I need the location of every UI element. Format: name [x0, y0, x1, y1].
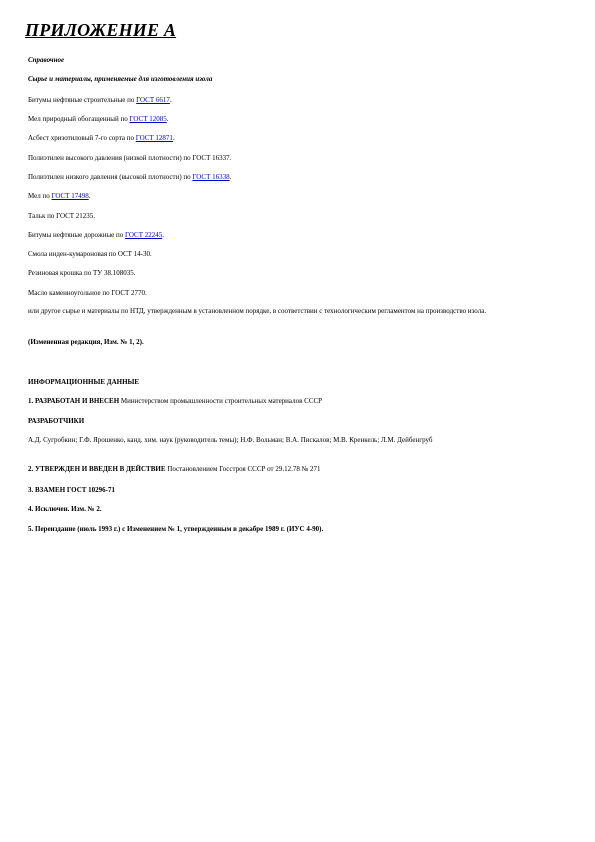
gost-link[interactable]: ГОСТ 17498: [51, 192, 89, 200]
material-item: [28, 134, 175, 143]
page-title: ПРИЛОЖЕНИЕ А: [25, 20, 177, 40]
material-item-text: Резиновая крошка по ТУ 38.108035.: [28, 269, 136, 277]
developers-heading: РАЗРАБОТЧИКИ: [28, 417, 85, 425]
info-item-5: 5. Переиздание (июль 1993 г.) с Изменением № 1, утвержденным в декабре 1989 г. (ИУС 4-90).: [28, 525, 324, 533]
material-item-text: Асбест хризотиловый 7-го сорта по: [28, 134, 136, 142]
developers-list: А.Д. Сугробкин; Г.Ф. Ярошенко, канд. хим. наук (руководитель темы); Н.Ф. Вольман; В.А. Пискалов; М.В. Кренкель; Л.М. Дейбенгруб: [28, 436, 433, 444]
material-item-suffix: .: [166, 115, 169, 123]
info-heading: ИНФОРМАЦИОННЫЕ ДАННЫЕ: [28, 378, 140, 386]
material-item-text: Мел природный обогащенный по: [28, 115, 130, 123]
material-item: [28, 154, 231, 163]
material-item-text: Масло каменноугольное по ГОСТ 2770.: [28, 289, 147, 297]
material-item: [28, 192, 90, 201]
info-item-2-label: 2. УТВЕРЖДЕН И ВВЕДЕН В ДЕЙСТВИЕ: [28, 465, 166, 473]
material-item: [28, 115, 168, 124]
material-item: [28, 250, 152, 259]
gost-link[interactable]: ГОСТ 12871: [135, 134, 173, 142]
material-item-suffix: .: [169, 96, 172, 104]
material-item-suffix: .: [88, 192, 91, 200]
other-materials-text: или другое сырье и материалы по НТД, утвержденным в установленном порядке, в соответствии с технологическим регламентом на производство изола.: [28, 307, 487, 315]
material-item-text: Битумы нефтяные строительные по: [28, 96, 137, 104]
material-item-text: Смола инден-кумароновая по ОСТ 14-30.: [28, 250, 152, 258]
info-item-2: [28, 465, 321, 474]
gost-link[interactable]: ГОСТ 6617: [136, 96, 170, 104]
material-item-suffix: .: [229, 173, 232, 181]
gost-link[interactable]: ГОСТ 22245: [125, 231, 163, 239]
info-item-1-label: 1. РАЗРАБОТАН И ВНЕСЕН: [28, 397, 120, 405]
material-item: [28, 173, 231, 182]
gost-link[interactable]: ГОСТ 16338: [192, 173, 230, 181]
material-item-text: Мел по: [28, 192, 52, 200]
material-item-text: Тальк по ГОСТ 21235.: [28, 212, 96, 220]
gost-link[interactable]: ГОСТ 12085: [129, 115, 167, 123]
material-item: [28, 212, 95, 221]
info-item-3: 3. ВЗАМЕН ГОСТ 10296-71: [28, 486, 116, 494]
material-item-suffix: .: [172, 134, 175, 142]
material-item-text: Полиэтилен низкого давления (высокой плотности) по: [28, 173, 193, 181]
material-item: [28, 231, 164, 240]
info-item-1: [28, 397, 322, 406]
revision-note: (Измененная редакция, Изм. № 1, 2).: [28, 338, 144, 346]
material-item-suffix: .: [162, 231, 164, 239]
materials-heading: Сырье и материалы, применяемые для изготовления изола: [28, 75, 213, 83]
info-item-2-text: Постановлением Госстроя СССР от 29.12.78 № 271: [165, 465, 321, 473]
material-item: [28, 289, 147, 298]
info-item-1-text: Министерством промышленности строительных материалов СССР: [119, 397, 323, 405]
material-item-text: Полиэтилен высокого давления (низкой плотности) по ГОСТ 16337.: [28, 154, 232, 162]
material-item: [28, 96, 172, 105]
material-item: [28, 269, 135, 278]
material-item-text: Битумы нефтяные дорожные по: [28, 231, 126, 239]
info-item-4: 4. Исключен. Изм. № 2.: [28, 505, 102, 513]
reference-label: Справочное: [28, 56, 65, 64]
